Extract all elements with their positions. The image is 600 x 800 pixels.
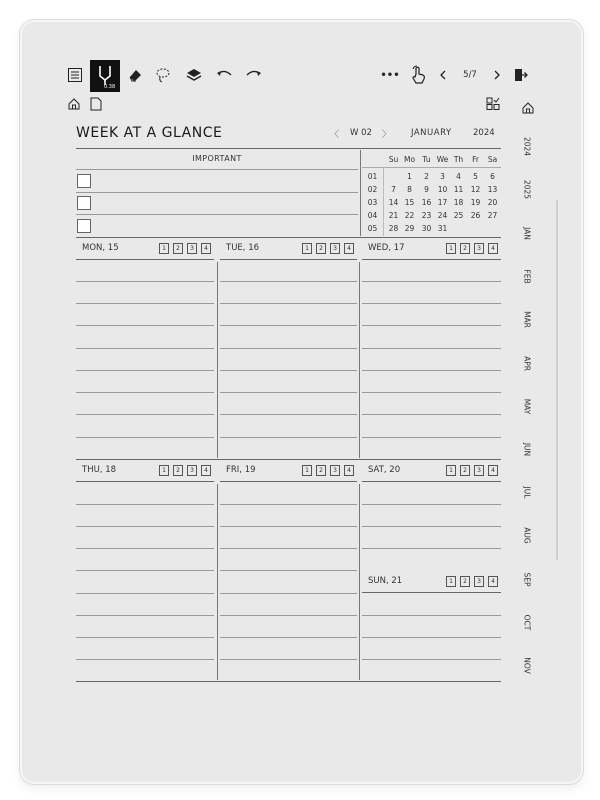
chevron-left-icon — [439, 70, 447, 80]
sidebar-tab-apr[interactable]: APR — [522, 356, 532, 371]
page-link-icon[interactable]: 1 — [302, 465, 312, 476]
week-number-link[interactable]: 03 — [367, 198, 378, 207]
calendar-divider — [360, 150, 361, 236]
day-header-divider — [362, 259, 501, 260]
note-line[interactable] — [362, 370, 501, 371]
page-link-icon[interactable]: 3 — [187, 465, 197, 476]
note-line[interactable] — [76, 637, 214, 638]
day-header-divider — [76, 259, 214, 260]
exit-button[interactable] — [512, 66, 530, 84]
calendar-day[interactable]: 29 — [404, 224, 415, 233]
calendar-day[interactable]: 23 — [421, 211, 432, 220]
page-link-icon[interactable]: 1 — [159, 465, 169, 476]
page-link-icon[interactable]: 2 — [316, 465, 326, 476]
calendar-day[interactable]: 4 — [456, 172, 461, 181]
weekday-header: Th — [453, 155, 464, 164]
page-link-icon[interactable]: 3 — [474, 465, 484, 476]
note-line[interactable] — [76, 392, 214, 393]
week-number-link[interactable]: 05 — [367, 224, 378, 233]
important-checkbox[interactable] — [77, 174, 91, 188]
note-line[interactable] — [362, 281, 501, 282]
note-line[interactable] — [220, 370, 357, 371]
toolbar — [62, 60, 537, 92]
document-icon — [90, 97, 102, 111]
day-header-divider — [362, 481, 501, 482]
calendar-day[interactable]: 20 — [487, 198, 498, 207]
important-label: IMPORTANT — [192, 154, 242, 163]
more-button[interactable]: ••• — [380, 69, 400, 81]
column-divider — [359, 484, 360, 680]
sidebar-tab-nov[interactable]: NOV — [522, 657, 532, 674]
calendar-day[interactable]: 24 — [437, 211, 448, 220]
note-line[interactable] — [220, 593, 357, 594]
column-divider — [217, 262, 218, 458]
page-link-icon[interactable]: 1 — [302, 243, 312, 254]
important-line — [76, 214, 358, 215]
page-link-icon[interactable]: 4 — [488, 576, 498, 587]
important-checkbox[interactable] — [77, 196, 91, 210]
note-line[interactable] — [362, 659, 501, 660]
day-header-sun[interactable]: SUN, 21 — [368, 576, 403, 586]
page-title: WEEK AT A GLANCE — [76, 125, 223, 141]
calendar-day[interactable]: 2 — [424, 172, 429, 181]
page-link-icon[interactable]: 2 — [460, 576, 470, 587]
pen-icon — [90, 62, 120, 86]
calendar-day[interactable]: 17 — [437, 198, 448, 207]
next-week-button[interactable]: 〉 — [382, 130, 392, 140]
calendar-day[interactable]: 10 — [437, 185, 448, 194]
calendar-day[interactable]: 22 — [404, 211, 415, 220]
important-line — [76, 192, 358, 193]
note-line[interactable] — [220, 348, 357, 349]
lasso-icon — [155, 67, 171, 83]
prev-week-button[interactable]: 〈 — [330, 130, 340, 140]
page-link-icon[interactable]: 2 — [316, 243, 326, 254]
page-link-icon[interactable]: 4 — [488, 465, 498, 476]
note-line[interactable] — [362, 615, 501, 616]
templates-button[interactable] — [484, 96, 502, 112]
note-line[interactable] — [76, 659, 214, 660]
page-link-icon[interactable]: 4 — [488, 243, 498, 254]
day-header-divider — [76, 481, 214, 482]
sidebar-tab-jun[interactable]: JUN — [522, 442, 532, 457]
calendar-day[interactable]: 7 — [391, 185, 396, 194]
page-link-icon[interactable]: 3 — [330, 243, 340, 254]
year-label[interactable]: 2024 — [473, 128, 495, 138]
calendar-header-divider — [362, 167, 501, 168]
note-line[interactable] — [220, 504, 357, 505]
layers-icon — [185, 67, 203, 83]
pen-size-label: 0.38 — [104, 84, 116, 90]
day-header-sat[interactable]: SAT, 20 — [368, 465, 401, 475]
note-line[interactable] — [76, 325, 214, 326]
page-link-icon[interactable]: 4 — [344, 243, 354, 254]
note-line[interactable] — [76, 526, 214, 527]
calendar-day[interactable]: 21 — [388, 211, 399, 220]
calendar-day[interactable]: 6 — [490, 172, 495, 181]
calendar-day[interactable]: 26 — [470, 211, 481, 220]
day-header-divider — [220, 481, 357, 482]
page-indicator: 5/7 — [463, 70, 477, 80]
calendar-day[interactable]: 31 — [437, 224, 448, 233]
home-icon — [67, 97, 81, 111]
page-link-icon[interactable]: 3 — [474, 576, 484, 587]
page-link-icon[interactable]: 1 — [446, 465, 456, 476]
exit-icon — [514, 68, 528, 82]
day-header-thu[interactable]: THU, 18 — [82, 465, 117, 475]
note-line[interactable] — [220, 392, 357, 393]
title-divider — [76, 148, 501, 149]
day-header-divider — [220, 259, 357, 260]
eraser-button[interactable] — [126, 66, 144, 84]
note-line[interactable] — [220, 548, 357, 549]
weekday-header: Mo — [403, 155, 416, 164]
page-link-icon[interactable]: 2 — [173, 465, 183, 476]
note-line[interactable] — [362, 303, 501, 304]
note-line[interactable] — [362, 637, 501, 638]
note-line[interactable] — [362, 437, 501, 438]
day-header-wed[interactable]: WED, 17 — [368, 243, 405, 253]
note-line[interactable] — [220, 325, 357, 326]
weekday-header: Sa — [487, 155, 498, 164]
page-link-icon[interactable]: 3 — [474, 243, 484, 254]
calendar-day[interactable]: 1 — [407, 172, 412, 181]
layers-button[interactable] — [184, 66, 204, 84]
note-line[interactable] — [76, 414, 214, 415]
touch-toggle-button[interactable] — [408, 64, 428, 86]
prev-page-button[interactable] — [436, 66, 450, 84]
note-line[interactable] — [362, 548, 501, 549]
note-line[interactable] — [362, 392, 501, 393]
page-link-icon[interactable]: 4 — [201, 243, 211, 254]
calendar-day[interactable]: 11 — [453, 185, 464, 194]
chevron-right-icon — [493, 70, 501, 80]
note-line[interactable] — [76, 281, 214, 282]
note-line[interactable] — [220, 570, 357, 571]
page-button[interactable] — [88, 96, 104, 112]
note-line[interactable] — [220, 659, 357, 660]
week-number-link[interactable]: 04 — [367, 211, 378, 220]
column-divider — [217, 484, 218, 680]
note-line[interactable] — [220, 281, 357, 282]
page-link-icon[interactable]: 4 — [201, 465, 211, 476]
note-line[interactable] — [76, 504, 214, 505]
note-line[interactable] — [220, 303, 357, 304]
week-label[interactable]: W 02 — [350, 128, 372, 138]
note-line[interactable] — [220, 526, 357, 527]
next-page-button[interactable] — [490, 66, 504, 84]
page-link-icon[interactable]: 3 — [330, 465, 340, 476]
checklist-grid-icon — [486, 97, 500, 111]
home-button[interactable] — [66, 96, 82, 112]
note-line[interactable] — [76, 615, 214, 616]
pen-tool-button[interactable] — [90, 60, 120, 92]
list-icon — [68, 68, 82, 82]
calendar-day[interactable]: 14 — [388, 198, 399, 207]
important-divider — [76, 169, 358, 170]
redo-icon — [245, 69, 263, 81]
calendar-day[interactable]: 16 — [421, 198, 432, 207]
toc-button[interactable] — [66, 66, 84, 84]
lasso-button[interactable] — [154, 66, 172, 84]
note-line[interactable] — [220, 615, 357, 616]
column-divider — [359, 262, 360, 458]
note-line[interactable] — [76, 348, 214, 349]
month-label[interactable]: JANUARY — [411, 128, 452, 138]
sidebar-tab-aug[interactable]: AUG — [522, 527, 532, 544]
sidebar-tab-jul[interactable]: JUL — [522, 486, 532, 499]
note-line[interactable] — [220, 414, 357, 415]
calendar-day[interactable]: 15 — [404, 198, 415, 207]
page-link-icon[interactable]: 4 — [344, 465, 354, 476]
weekday-header: Fr — [472, 155, 479, 164]
weekday-header: Su — [388, 155, 399, 164]
note-line[interactable] — [220, 637, 357, 638]
sidebar-tab-feb[interactable]: FEB — [522, 269, 532, 284]
day-header-tue[interactable]: TUE, 16 — [226, 243, 260, 253]
important-checkbox[interactable] — [77, 219, 91, 233]
weekday-header: Tu — [422, 155, 431, 164]
sidebar-home-button[interactable] — [520, 100, 536, 116]
calendar-day[interactable]: 8 — [407, 185, 412, 194]
day-header-mon[interactable]: MON, 15 — [82, 243, 119, 253]
note-line[interactable] — [362, 348, 501, 349]
week-num-divider — [383, 168, 384, 236]
calendar-day[interactable]: 25 — [453, 211, 464, 220]
note-line[interactable] — [76, 437, 214, 438]
weekday-header: We — [436, 155, 449, 164]
home-icon — [521, 101, 535, 115]
section-divider — [76, 459, 501, 460]
page-link-icon[interactable]: 1 — [159, 243, 169, 254]
note-line[interactable] — [362, 414, 501, 415]
calendar-day[interactable]: 18 — [453, 198, 464, 207]
calendar-day[interactable]: 12 — [470, 185, 481, 194]
sidebar-tab-oct[interactable]: OCT — [522, 614, 532, 631]
calendar-day[interactable]: 5 — [473, 172, 478, 181]
note-line[interactable] — [76, 593, 214, 594]
note-line[interactable] — [362, 504, 501, 505]
page-link-icon[interactable]: 1 — [446, 576, 456, 587]
calendar-day[interactable]: 30 — [421, 224, 432, 233]
week-number-link[interactable]: 01 — [367, 172, 378, 181]
section-divider — [76, 237, 501, 238]
eraser-icon — [127, 67, 143, 83]
redo-button[interactable] — [244, 66, 264, 84]
note-line[interactable] — [362, 325, 501, 326]
undo-button[interactable] — [214, 66, 234, 84]
hand-touch-icon — [409, 65, 427, 85]
sidebar-tab-year-2024[interactable]: 2024 — [522, 136, 532, 157]
calendar-day[interactable]: 27 — [487, 211, 498, 220]
page-link-icon[interactable]: 3 — [187, 243, 197, 254]
sidebar-tab-year-2025[interactable]: 2025 — [522, 179, 532, 200]
undo-icon — [215, 69, 233, 81]
note-line[interactable] — [76, 548, 214, 549]
scrollbar[interactable] — [556, 200, 558, 560]
note-line[interactable] — [76, 370, 214, 371]
sidebar-tab-mar[interactable]: MAR — [522, 311, 532, 328]
sidebar-tab-may[interactable]: MAY — [522, 398, 532, 415]
day-header-fri[interactable]: FRI, 19 — [226, 465, 256, 475]
sidebar-tab-jan[interactable]: JAN — [522, 227, 532, 240]
page-link-icon[interactable]: 2 — [173, 243, 183, 254]
week-number-link[interactable]: 02 — [367, 185, 378, 194]
calendar-day[interactable]: 9 — [424, 185, 429, 194]
note-line[interactable] — [362, 526, 501, 527]
calendar-day[interactable]: 28 — [388, 224, 399, 233]
note-line[interactable] — [76, 570, 214, 571]
note-line[interactable] — [220, 437, 357, 438]
note-line[interactable] — [76, 303, 214, 304]
page-link-icon[interactable]: 2 — [460, 243, 470, 254]
page-link-icon[interactable]: 2 — [460, 465, 470, 476]
page-bottom-divider — [76, 681, 501, 682]
sidebar-tab-sep[interactable]: SEP — [522, 572, 532, 587]
calendar-day[interactable]: 3 — [440, 172, 445, 181]
page-link-icon[interactable]: 1 — [446, 243, 456, 254]
calendar-day[interactable]: 19 — [470, 198, 481, 207]
calendar-day[interactable]: 13 — [487, 185, 498, 194]
day-header-divider — [362, 592, 501, 593]
